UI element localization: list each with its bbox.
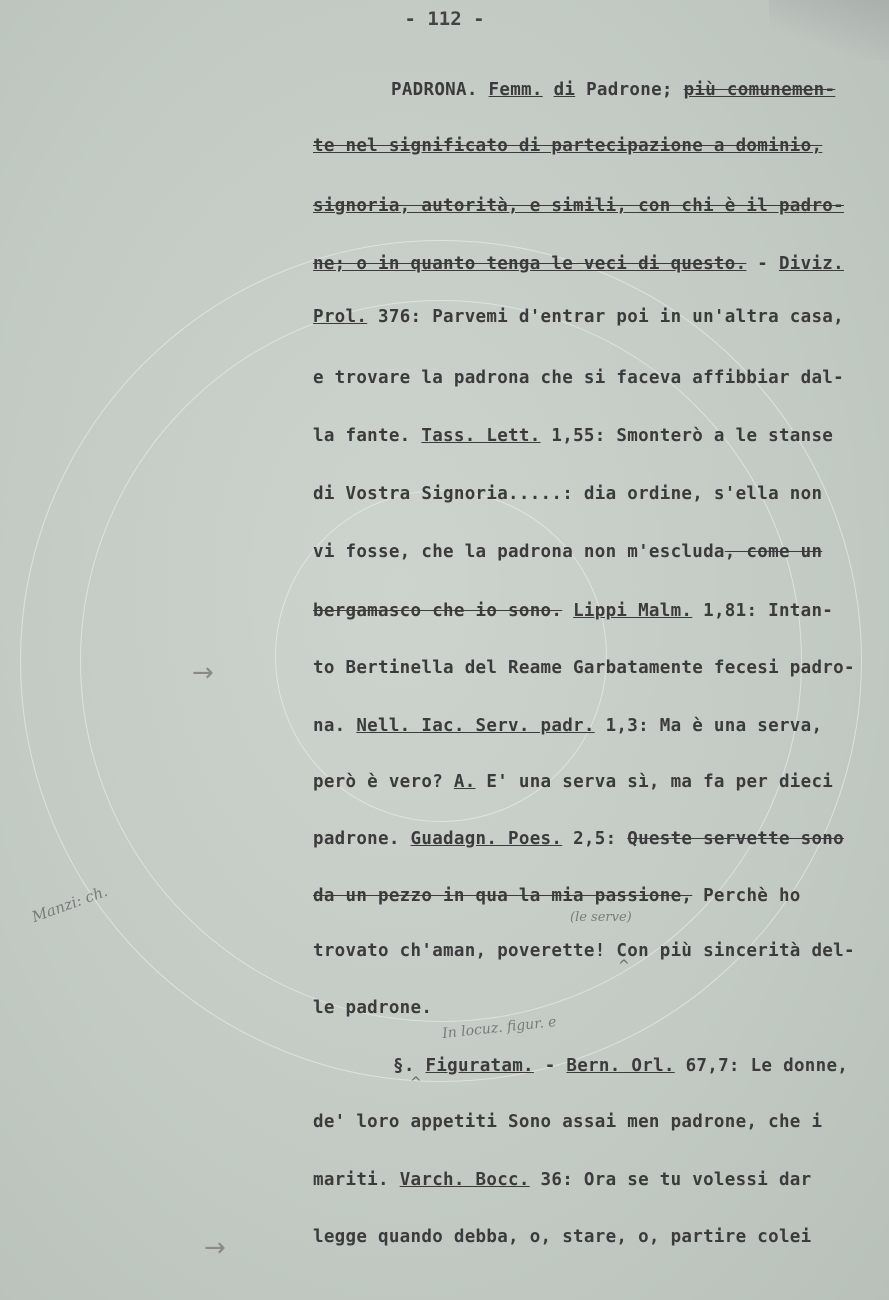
text-segment: na. <box>313 716 357 736</box>
marked-text: Lippi Malm. <box>573 601 693 621</box>
text-line <box>313 136 822 156</box>
text-segment: 376: Parvemi d'entrar poi in un'altra casa, <box>367 307 844 327</box>
text-segment: E' una serva sì, ma fa per dieci <box>475 772 834 792</box>
text-segment: 67,7: Le donne, <box>674 1056 849 1076</box>
text-line <box>313 426 833 446</box>
text-segment: de' loro appetiti Sono assai men padrone, che i <box>313 1112 823 1132</box>
text-line <box>313 941 855 961</box>
text-segment: trovato ch'aman, poverette! Con più sincerità del- <box>313 941 855 961</box>
insertion-handwritten-note: In locuz. figur. e <box>441 1014 558 1042</box>
marked-text: Nell. Iac. Serv. padr. <box>356 716 595 736</box>
marked-text: Tass. Lett. <box>421 426 541 446</box>
text-segment: 1,55: Smonterò a le stanse <box>540 426 834 446</box>
text-line <box>313 829 844 849</box>
text-line <box>313 1112 822 1132</box>
text-segment: 36: Ora se tu volessi dar <box>529 1170 812 1190</box>
text-segment: 2,5: <box>562 829 628 849</box>
marked-text: più comunemen- <box>683 80 836 100</box>
text-line <box>313 254 844 274</box>
marked-text: A. <box>453 772 476 792</box>
text-segment: di Vostra Signoria.....: dia ordine, s'ella non <box>313 484 823 504</box>
text-line <box>313 716 822 736</box>
text-line <box>313 1170 811 1190</box>
text-line <box>313 542 822 562</box>
marked-text: Guadagn. Poes. <box>410 829 563 849</box>
page-number: - 112 - <box>404 8 485 30</box>
text-line <box>313 1227 811 1247</box>
text-segment: Padrone; <box>575 80 684 100</box>
margin-arrow-icon: → <box>192 658 214 688</box>
text-segment: però è vero? <box>313 772 454 792</box>
text-segment: §. <box>393 1056 426 1076</box>
text-segment: - <box>533 1056 567 1076</box>
marked-text: Figuratam. <box>425 1056 534 1076</box>
text-segment: to Bertinella del Reame Garbatamente fecesi padro- <box>313 658 855 678</box>
text-line <box>313 307 844 327</box>
insertion-caret-icon: ^ <box>618 958 630 974</box>
text-segment: padrone. <box>313 829 411 849</box>
insertion-caret-icon: ^ <box>410 1075 422 1091</box>
text-segment: e trovare la padrona che si faceva affibbiar dal- <box>313 368 844 388</box>
marked-text: Varch. Bocc. <box>399 1170 530 1190</box>
text-line <box>393 1056 848 1076</box>
text-line <box>313 658 855 678</box>
marked-text: bergamasco che io sono. <box>313 601 563 621</box>
text-line <box>313 998 432 1018</box>
text-line <box>313 368 844 388</box>
text-line <box>391 80 835 100</box>
text-segment: le padrone. <box>313 998 433 1018</box>
text-line <box>313 196 844 216</box>
marked-text: , come un <box>724 542 823 562</box>
text-segment: 1,81: Intan- <box>692 601 834 621</box>
text-line <box>313 886 801 906</box>
marked-text: Femm. <box>488 80 543 100</box>
marked-text: Queste servette sono <box>627 829 844 849</box>
marked-text: Diviz. <box>778 254 844 274</box>
text-segment: PADRONA. <box>391 80 489 100</box>
marked-text: di <box>553 80 576 100</box>
margin-handwritten-note: Manzi: ch. <box>29 881 111 927</box>
text-segment: vi fosse, che la padrona non m'escluda <box>313 542 725 562</box>
marked-text: signoria, autorità, e simili, con chi è il padro- <box>313 196 844 216</box>
marked-text: ne; o in quanto tenga le veci di questo. <box>313 254 747 274</box>
text-segment: legge quando debba, o, stare, o, partire colei <box>313 1227 812 1247</box>
marked-text: Bern. Orl. <box>566 1056 675 1076</box>
text-segment: mariti. <box>313 1170 400 1190</box>
text-line <box>313 772 833 792</box>
marked-text: te nel significato di partecipazione a dominio, <box>313 136 823 156</box>
text-segment <box>543 80 554 100</box>
text-segment: Perchè ho <box>692 886 801 906</box>
text-segment: - <box>746 254 779 274</box>
above-line-handwritten-note: (le serve) <box>570 910 632 925</box>
marked-text: da un pezzo in qua la mia passione, <box>313 886 693 906</box>
text-segment <box>562 601 573 621</box>
text-line <box>313 484 822 504</box>
marked-text: Prol. <box>313 307 368 327</box>
text-segment: la fante. <box>313 426 422 446</box>
margin-arrow-icon: → <box>204 1233 226 1263</box>
text-line <box>313 601 833 621</box>
text-segment: 1,3: Ma è una serva, <box>594 716 823 736</box>
